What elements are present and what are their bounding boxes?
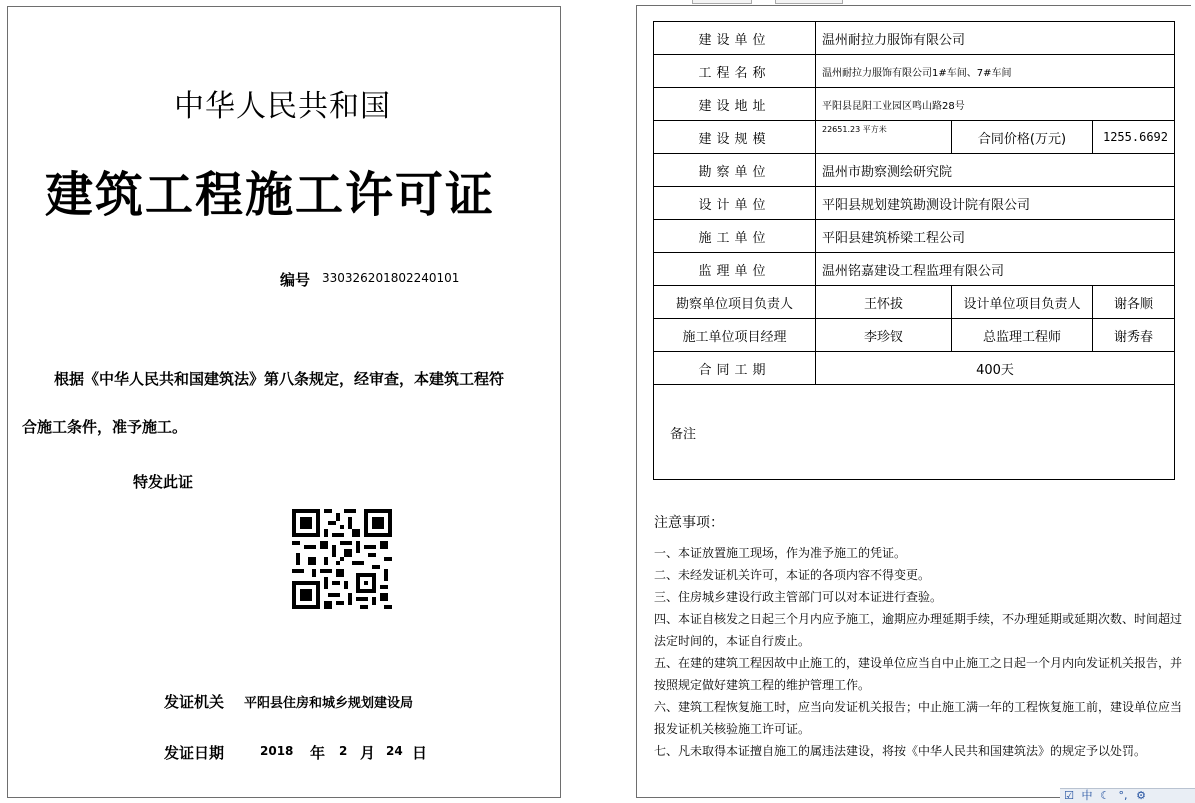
build-unit-value: 平阳县建筑桥梁工程公司: [816, 220, 1175, 253]
notice-item: 五、在建的建筑工程因故中止施工的，建设单位应当自中止施工之日起一个月内向发证机关报告，并按照规定做好建筑工程的维护管理工作。: [654, 656, 1183, 692]
design-unit-value: 平阳县规划建筑勘测设计院有限公司: [816, 187, 1175, 220]
survey-lead-label: 勘察单位项目负责人: [654, 286, 816, 319]
issue-year: 2018: [260, 744, 294, 758]
notice-item: 一、本证放置施工现场，作为准予施工的凭证。: [654, 546, 907, 560]
project-name-value: 温州耐拉力服饰有限公司1#车间、7#车间: [816, 55, 1175, 88]
build-manager-label: 施工单位项目经理: [654, 319, 816, 352]
chief-supervisor-value: 谢秀春: [1093, 319, 1175, 352]
toolbar-button[interactable]: [775, 0, 843, 4]
design-unit-label: 设计单位: [654, 187, 816, 220]
ime-check-icon[interactable]: ☑: [1064, 789, 1074, 802]
design-lead-value: 谢各顺: [1093, 286, 1175, 319]
issuer-name: 平阳县住房和城乡规划建设局: [244, 696, 414, 711]
table-row: [654, 121, 1175, 154]
month-unit: 月: [360, 744, 376, 762]
issue-day: 24: [386, 744, 403, 758]
ime-toolbar[interactable]: [1060, 788, 1195, 803]
table-row: [654, 352, 1175, 385]
contract-price-value: 1255.6692: [1093, 121, 1175, 154]
special-issue-text: 特发此证: [133, 473, 194, 491]
ime-language-toggle[interactable]: 中: [1081, 789, 1093, 802]
table-row: [654, 55, 1175, 88]
survey-lead-value: 王怀拔: [816, 286, 952, 319]
table-row: [654, 319, 1175, 352]
supervision-unit-value: 温州铭嘉建设工程监理有限公司: [816, 253, 1175, 286]
construction-unit-label: 建设单位: [654, 22, 816, 55]
ime-settings-icon[interactable]: ⚙: [1136, 789, 1146, 802]
notice-item: 六、建筑工程恢复施工时，应当向发证机关报告；中止施工满一年的工程恢复施工前，建设单位应当报发证机关核验施工许可证。: [654, 700, 1183, 736]
permit-cover-page: [7, 6, 561, 798]
design-lead-label: 设计单位项目负责人: [952, 286, 1093, 319]
issue-date-label: 发证日期: [164, 744, 225, 762]
permit-details-page: [636, 5, 1191, 798]
punctuation-toggle[interactable]: °,: [1118, 789, 1128, 802]
country-name: 中华人民共和国: [174, 89, 391, 124]
issue-month: 2: [339, 744, 348, 758]
remarks-label: 备注: [654, 385, 1175, 480]
chief-supervisor-label: 总监理工程师: [952, 319, 1093, 352]
notice-item: 二、未经发证机关许可，本证的各项内容不得变更。: [654, 568, 931, 582]
toolbar-button[interactable]: [692, 0, 752, 4]
legal-paragraph-line-1: 根据《中华人民共和国建筑法》第八条规定，经审查，本建筑工程符: [54, 370, 505, 388]
qr-code: [292, 509, 392, 609]
table-row: [654, 22, 1175, 55]
contract-period-value: 400天: [816, 352, 1175, 385]
construction-unit-value: 温州耐拉力服饰有限公司: [816, 22, 1175, 55]
contract-price-label: 合同价格(万元): [952, 121, 1093, 154]
issuer-label: 发证机关: [164, 693, 225, 711]
permit-details-table: [653, 21, 1175, 480]
scale-label: 建设规模: [654, 121, 816, 154]
address-label: 建设地址: [654, 88, 816, 121]
survey-unit-label: 勘察单位: [654, 154, 816, 187]
notice-item: 三、住房城乡建设行政主管部门可以对本证进行查验。: [654, 590, 943, 604]
year-unit: 年: [310, 744, 326, 762]
notice-item: 七、凡未取得本证擅自施工的属违法建设，将按《中华人民共和国建筑法》的规定予以处罚。: [654, 744, 1147, 758]
notice-title: 注意事项：: [654, 515, 724, 531]
moon-icon[interactable]: ☾: [1100, 789, 1110, 802]
table-row: [654, 286, 1175, 319]
table-row: [654, 154, 1175, 187]
project-name-label: 工程名称: [654, 55, 816, 88]
scale-value: 22651.23 平方米: [816, 121, 952, 154]
address-value: 平阳县昆阳工业园区鸣山路28号: [816, 88, 1175, 121]
legal-paragraph-line-2: 合施工条件，准予施工。: [22, 418, 188, 436]
day-unit: 日: [412, 744, 428, 762]
survey-unit-value: 温州市勘察测绘研究院: [816, 154, 1175, 187]
notice-list: [654, 542, 1184, 762]
permit-title: 建筑工程施工许可证: [45, 167, 496, 223]
table-row: [654, 187, 1175, 220]
build-manager-value: 李珍钗: [816, 319, 952, 352]
build-unit-label: 施工单位: [654, 220, 816, 253]
supervision-unit-label: 监理单位: [654, 253, 816, 286]
table-row: [654, 220, 1175, 253]
notice-item: 四、本证自核发之日起三个月内应予施工，逾期应办理延期手续，不办理延期或延期次数、时间超过法定时间的，本证自行废止。: [654, 612, 1183, 648]
serial-number: 330326201802240101: [322, 271, 460, 285]
table-row: [654, 253, 1175, 286]
serial-label: 编号: [280, 271, 311, 289]
table-row: [654, 88, 1175, 121]
table-row: [654, 385, 1175, 480]
contract-period-label: 合同工期: [654, 352, 816, 385]
